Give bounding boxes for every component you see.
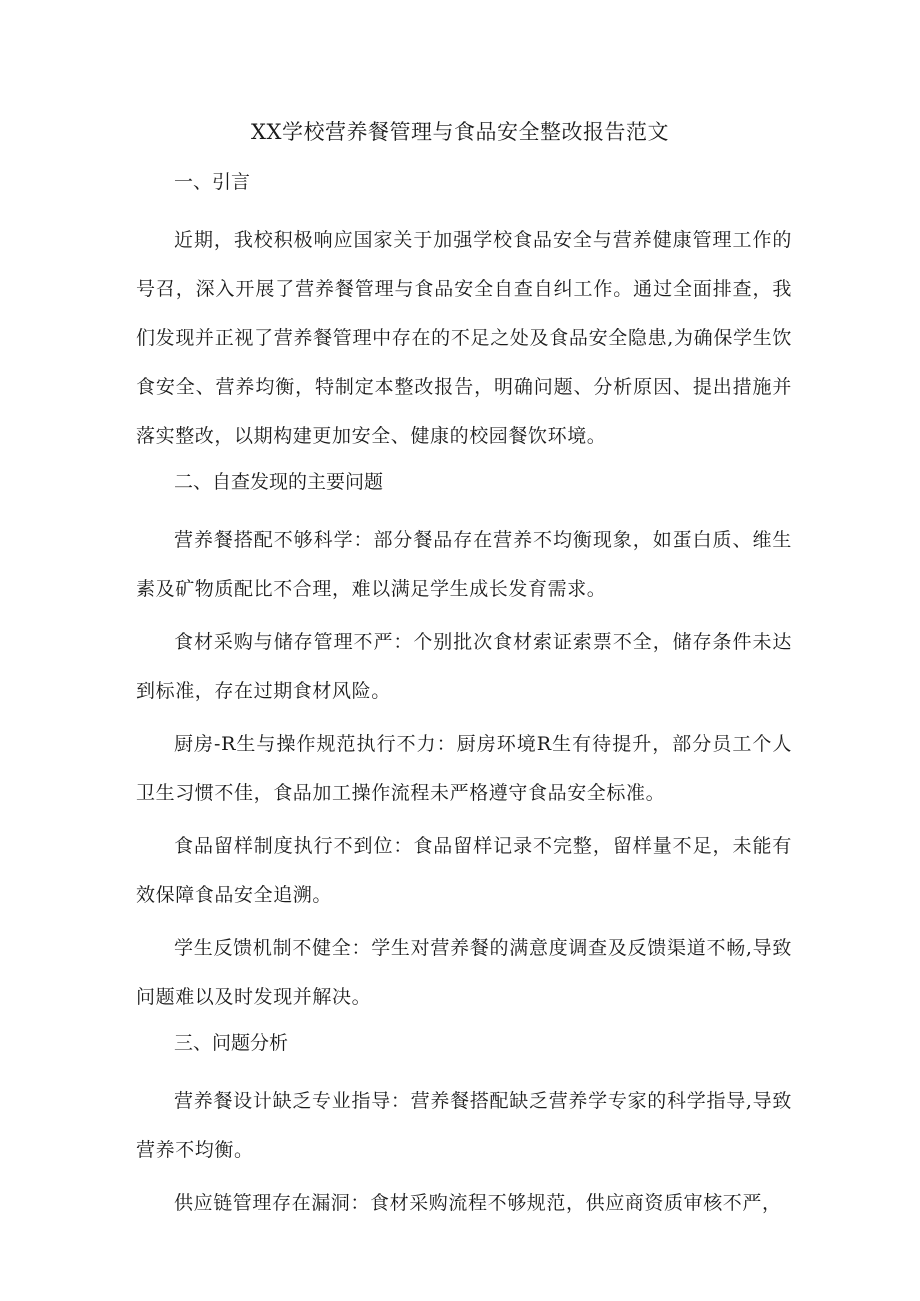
document-title: XX学校营养餐管理与食品安全整改报告范文 <box>251 120 669 144</box>
paragraph: 食材采购与储存管理不严：个别批次食材索证索票不全，储存条件未达到标准，存在过期食材风险。 <box>136 631 792 702</box>
paragraph: 营养餐搭配不够科学：部分餐品存在营养不均衡现象，如蛋白质、维生素及矿物质配比不合理，难以满足学生成长发育需求。 <box>136 529 792 600</box>
section-heading-analysis: 三、问题分析 <box>174 1032 289 1054</box>
document-body <box>136 165 792 1232</box>
paragraph: 学生反馈机制不健全：学生对营养餐的满意度调查及反馈渠道不畅,导致问题难以及时发现并解决。 <box>136 937 792 1008</box>
paragraph: 供应链管理存在漏洞：食材采购流程不够规范，供应商资质审核不严， <box>174 1192 782 1214</box>
paragraph: 食品留样制度执行不到位：食品留样记录不完整，留样量不足，未能有效保障食品安全追溯。 <box>136 835 792 906</box>
section-heading-main-issues: 二、自查发现的主要问题 <box>174 471 384 493</box>
paragraph: 营养餐设计缺乏专业指导：营养餐搭配缺乏营养学专家的科学指导,导致营养不均衡。 <box>136 1090 792 1161</box>
paragraph: 近期，我校积极响应国家关于加强学校食品安全与营养健康管理工作的号召，深入开展了营养餐管理与食品安全自查自纠工作。通过全面排查，我们发现并正视了营养餐管理中存在的不足之处及食品安全隐患,为确保学生饮食安全、营养均衡，特制定本整改报告，明确问题、分析原因、提出措施并落实整改，以期构建更加安全、健康的校园餐饮环境。 <box>136 229 792 447</box>
paragraph: 厨房-R生与操作规范执行不力：厨房环境R生有待提升，部分员工个人卫生习惯不佳，食品加工操作流程未严格遵守食品安全标准。 <box>136 733 792 804</box>
section-heading-introduction: 一、引言 <box>174 171 251 193</box>
